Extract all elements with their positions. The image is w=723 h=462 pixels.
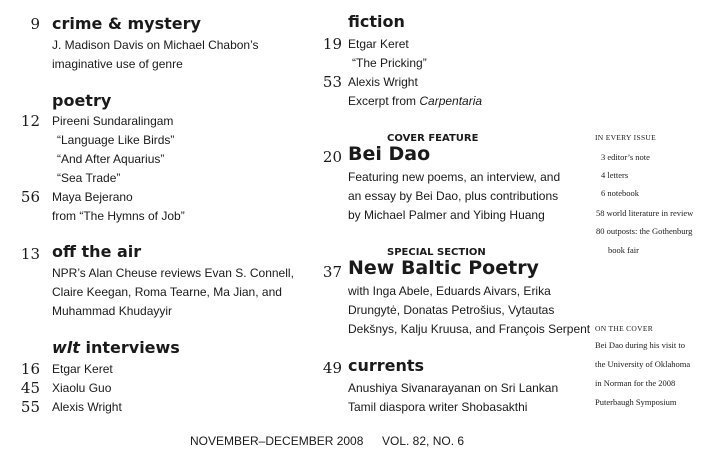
interviews-name-2: Xiaolu Guo [52,381,112,395]
currents-page-number: 49 [322,359,342,377]
every-issue-item-4: 58 world literature in review [596,208,694,218]
interviews-section-title [52,338,180,357]
cover-page-number: 20 [322,148,342,166]
crime-line-1: J. Madison Davis on Michael Chabon’s [52,38,259,52]
special-line-3: Dekšnys, Kalju Kruusa, and François Serpent [348,322,591,336]
on-cover-line-2: the University of Oklahoma [595,359,691,369]
poetry-page-number-2: 56 [20,188,40,206]
interviews-name-1: Etgar Keret [52,362,113,376]
special-section-kicker: SPECIAL SECTION [387,247,486,258]
poetry-poem-1: “Language Like Birds” [57,133,175,147]
poetry-page-number-1: 12 [20,112,40,130]
poetry-poem-3: “Sea Trade” [57,171,121,185]
crime-page-number: 9 [30,15,40,33]
poetry-author-2: Maya Bejerano [52,190,133,204]
fiction-page-number-2: 53 [322,73,342,91]
offair-section-title: off the air [52,242,142,261]
special-section-title: New Baltic Poetry [348,257,539,279]
every-issue-item-3: 6 notebook [601,188,640,198]
cover-line-3: by Michael Palmer and Yibing Huang [348,208,545,222]
on-cover-title: ON THE COVER [595,324,654,333]
on-cover-line-4: Puterbaugh Symposium [595,397,677,407]
fiction-excerpt-line [348,94,482,108]
fiction-author-1: Etgar Keret [348,37,409,51]
fiction-author-2: Alexis Wright [348,75,418,89]
every-issue-title: IN EVERY ISSUE [595,133,657,142]
special-line-1: with Inga Abele, Eduards Aivars, Erika [348,284,551,298]
interviews-title-italic: wlt [52,338,80,357]
currents-line-1: Anushiya Sivanarayanan on Sri Lankan [348,381,559,395]
fiction-story-1: “The Pricking” [352,56,427,70]
poetry-section-title: poetry [52,91,112,110]
every-issue-item-1: 3 editor’s note [601,152,650,162]
every-issue-item-2: 4 letters [601,170,629,180]
fiction-section-title: fiction [348,12,405,31]
special-line-2: Drungytė, Donatas Petrošius, Vytautas [348,303,555,317]
on-cover-line-3: in Norman for the 2008 [595,378,676,388]
fiction-excerpt-prefix: Excerpt from [348,94,420,108]
cover-feature-title: Bei Dao [348,143,431,165]
poetry-poem-2: “And After Aquarius” [57,152,165,166]
interviews-name-3: Alexis Wright [52,400,122,414]
cover-line-2: an essay by Bei Dao, plus contributions [348,189,559,203]
on-cover-line-1: Bei Dao during his visit to [595,340,685,350]
special-page-number: 37 [322,263,342,281]
cover-feature-kicker: COVER FEATURE [387,133,479,144]
offair-page-number: 13 [20,245,40,263]
fiction-page-number-1: 19 [322,35,342,53]
every-issue-item-6: book fair [608,245,639,255]
offair-line-1: NPR’s Alan Cheuse reviews Evan S. Connell, [52,266,294,280]
poetry-poem-4: from “The Hymns of Job” [52,209,185,223]
cover-line-1: Featuring new poems, an interview, and [348,170,561,184]
poetry-author-1: Pireeni Sundaralingam [52,114,174,128]
offair-line-2: Claire Keegan, Roma Tearne, Ma Jian, and [52,285,282,299]
footer-date: NOVEMBER–DECEMBER 2008 [190,434,364,448]
currents-section-title: currents [348,356,425,375]
offair-line-3: Muhammad Khudayyir [52,304,173,318]
crime-section-title: crime & mystery [52,14,201,33]
crime-line-2: imaginative use of genre [52,57,183,71]
footer-volume: VOL. 82, NO. 6 [382,434,465,448]
interviews-page-number-1: 16 [20,360,40,378]
fiction-excerpt-title: Carpentaria [419,94,483,108]
interviews-page-number-3: 55 [20,398,40,416]
interviews-title-rest: interviews [79,338,180,357]
interviews-page-number-2: 45 [20,379,40,397]
every-issue-item-5: 80 outposts: the Gothenburg [596,226,693,236]
currents-line-2: Tamil diaspora writer Shobasakthi [348,400,528,414]
